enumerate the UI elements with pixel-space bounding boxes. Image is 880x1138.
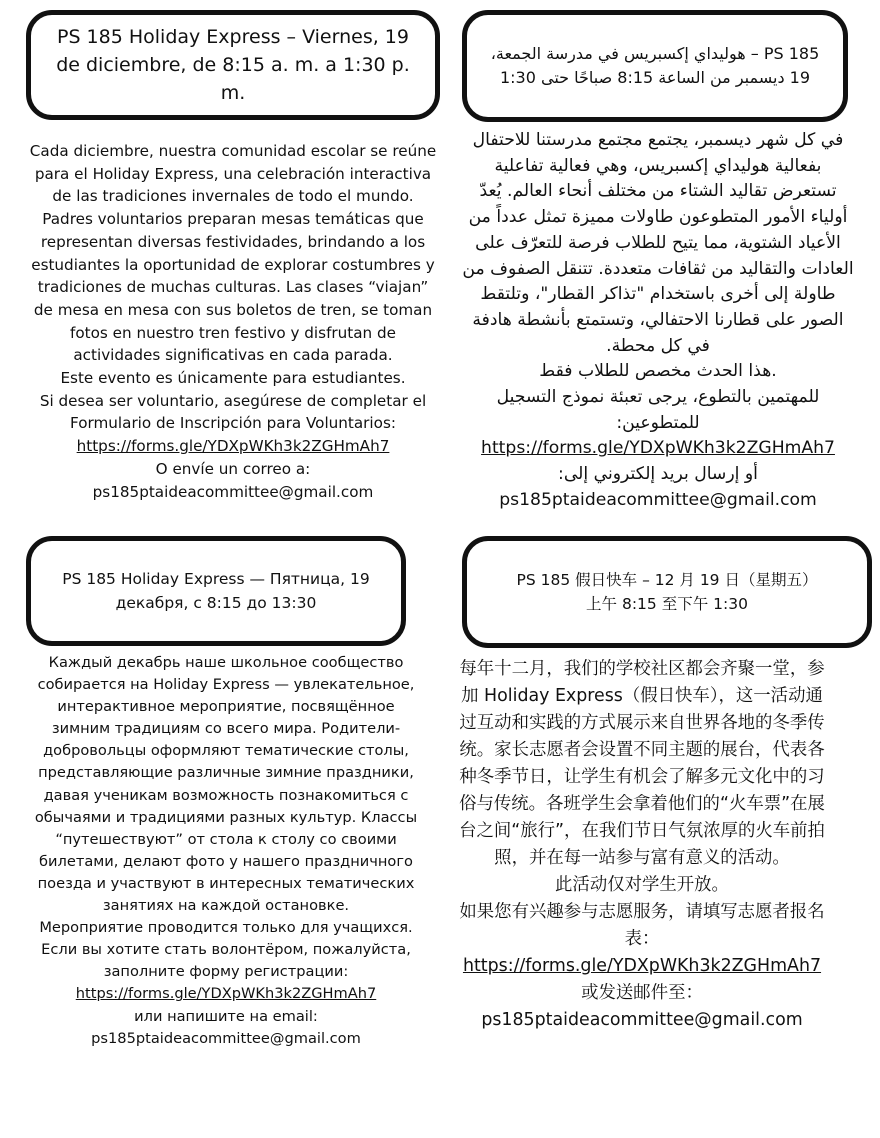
arabic-volunteer-prompt: للمهتمين بالتطوع، يرجى تعبئة نموذج التسجيل للمتطوعين: [496,387,820,433]
arabic-email-prompt: أو إرسال بريد إلكتروني إلى: [558,464,758,485]
arabic-form-link[interactable]: https://forms.gle/YDXpWKh3k2ZGHmAh7 [481,438,835,459]
chinese-body [456,656,828,1034]
spanish-email-prompt: O envíe un correo a: [155,459,311,478]
arabic-title-box [462,10,848,122]
chinese-email[interactable]: ps185ptaideacommittee@gmail.com [481,1010,803,1030]
russian-body [26,652,426,1050]
russian-email-prompt: или напишите на email: [134,1007,318,1025]
arabic-email[interactable]: ps185ptaideacommittee@gmail.com [499,489,817,510]
spanish-description: Cada diciembre, nuestra comunidad escolar se reúne para el Holiday Express, una celebración interactiva de las tradiciones invernales de todo el mundo. Padres voluntarios preparan mesas temáticas que representan diversas festividades, brindando a los estudiantes la oportunidad de explorar costumbres y tradiciones de muchas culturas. Las clases “viajan” de mesa en mesa con sus boletos de tren, se toman fotos en nuestro tren festivo y disfrutan de actividades significativas en cada parada. [29,142,437,365]
chinese-description: 每年十二月，我们的学校社区都会齐聚一堂，参加 Holiday Express（假日快车），这一活动通过互动和实践的方式展示来自世界各地的冬季传统。家长志愿者会设置不同主题的展台，代表各种冬季节日，让学生有机会了解多元文化中的习俗与传统。各班学生会拿着他们的“火车票”在展台之间“旅行”，在我们节日气氛浓厚的火车前拍照，并在每一站参与富有意义的活动。 [459,659,825,868]
arabic-description: في كل شهر ديسمبر، يجتمع مجتمع مدرستنا للاحتفال بفعالية هوليداي إكسبريس، وهي فعالية تفاعلية تستعرض تقاليد الشتاء من مختلف أنحاء العالم. يُعدّ أولياء الأمور المتطوعون طاولات مميزة تمثل عدداً من الأعياد الشتوية، مما يتيح للطلاب فرصة للتعرّف على العادات والتقاليد من ثقافات متعددة. تتنقل الصفوف من طاولة إلى أخرى باستخدام "تذاكر القطار"، وتلتقط الصور على قطارنا الاحتفالي، وتستمتع بأنشطة هادفة في كل محطة. [462,130,854,356]
chinese-title-line2: 上午 8:15 至下午 1:30 [586,595,748,613]
chinese-title-line1: PS 185 假日快车 – 12 月 19 日（星期五） [516,571,818,589]
spanish-form-link[interactable]: https://forms.gle/YDXpWKh3k2ZGHmAh7 [76,437,390,456]
arabic-students-only: .هذا الحدث مخصص للطلاب فقط [539,361,777,382]
chinese-title-box [462,536,872,648]
russian-title: PS 185 Holiday Express — Пятница, 19 декабря, с 8:15 до 13:30 [62,570,370,612]
spanish-body [26,140,440,503]
chinese-form-link[interactable]: https://forms.gle/YDXpWKh3k2ZGHmAh7 [462,956,822,976]
russian-title-box [26,536,406,646]
spanish-students-only: Este evento es únicamente para estudiantes. [60,369,406,388]
spanish-title-box [26,10,440,120]
russian-form-link[interactable]: https://forms.gle/YDXpWKh3k2ZGHmAh7 [75,985,377,1003]
russian-email[interactable]: ps185ptaideacommittee@gmail.com [91,1029,361,1047]
chinese-students-only: 此活动仅对学生开放。 [555,875,729,895]
arabic-body [460,128,856,514]
chinese-email-prompt: 或发送邮件至： [581,983,703,1003]
spanish-email[interactable]: ps185ptaideacommittee@gmail.com [92,482,374,501]
russian-volunteer-prompt: Если вы хотите стать волонтёром, пожалуйста, заполните форму регистрации: [41,941,411,981]
spanish-title: PS 185 Holiday Express – Viernes, 19 de diciembre, de 8:15 a. m. a 1:30 p. m. [56,26,410,104]
arabic-title: PS 185 – هوليداي إكسبريس في مدرسة الجمعة، 19 ديسمبر من الساعة 8:15 صباحًا حتى 1:30 [490,44,820,87]
russian-description: Каждый декабрь наше школьное сообщество собирается на Holiday Express — увлекательное, интерактивное мероприятие, посвящённое зимним традициям со всего мира. Родители-добровольцы оформляют тематические столы, представляющие различные зимние праздники, давая ученикам возможность познакомиться с обычаями и традициями разных культур. Классы “путешествуют” от стола к столу со своими билетами, делают фото у нашего праздничного поезда и участвуют в интересных тематических занятиях на каждой остановке. [34,654,418,915]
spanish-volunteer-prompt: Si desea ser voluntario, asegúrese de completar el Formulario de Inscripción para Voluntarios: [39,391,427,433]
russian-students-only: Мероприятие проводится только для учащихся. [39,919,413,937]
chinese-volunteer-prompt: 如果您有兴趣参与志愿服务，请填写志愿者报名表： [459,902,825,949]
